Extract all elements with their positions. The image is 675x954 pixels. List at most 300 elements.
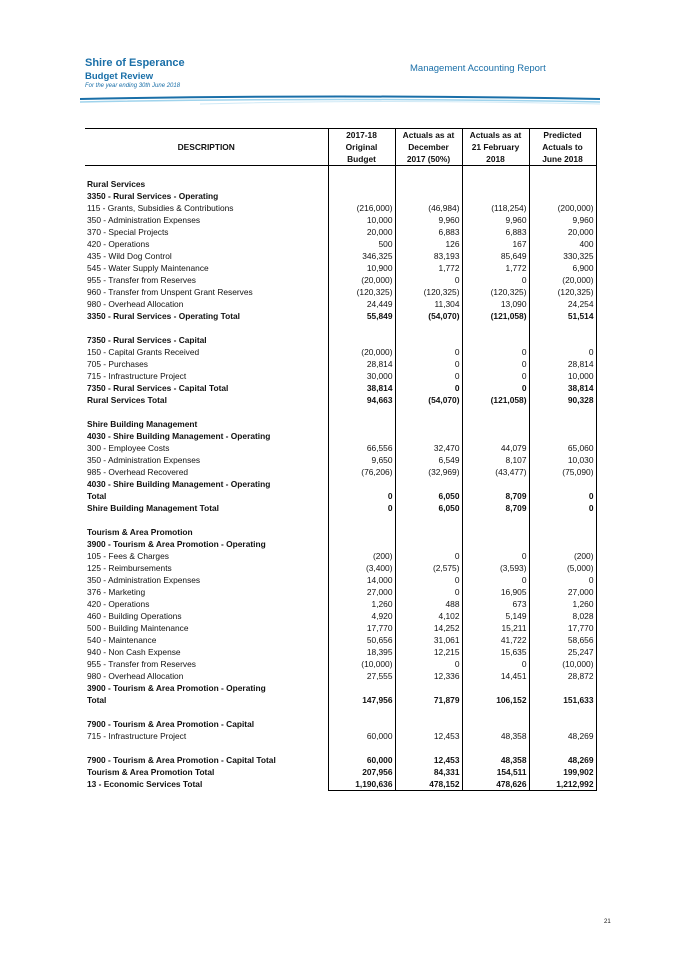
- row-description: 4030 - Shire Building Management - Operating: [87, 431, 271, 441]
- table-row: [85, 346, 596, 358]
- row-description: 955 - Transfer from Reserves: [87, 659, 196, 669]
- row-value-col3: 41,722: [462, 634, 529, 646]
- table-row: [85, 622, 596, 634]
- table-row: [85, 310, 596, 322]
- row-value-col1: 9,650: [328, 454, 395, 466]
- row-value-col4: 330,325: [529, 250, 596, 262]
- row-value-col4: [529, 538, 596, 550]
- row-value-col1: 0: [328, 502, 395, 514]
- row-value-col2: 11,304: [395, 298, 462, 310]
- row-value-col4: 10,000: [529, 370, 596, 382]
- table-row: [85, 202, 596, 214]
- row-value-col3: 8,709: [462, 490, 529, 502]
- row-value-col3: 85,649: [462, 250, 529, 262]
- row-value-col1: 1,260: [328, 598, 395, 610]
- row-value-col2: [395, 190, 462, 202]
- row-value-col1: 50,656: [328, 634, 395, 646]
- row-value-col2: 4,102: [395, 610, 462, 622]
- row-value-col2: 0: [395, 658, 462, 670]
- table-row: [85, 718, 596, 730]
- table-row: [85, 430, 596, 442]
- row-value-col4: [529, 418, 596, 430]
- row-value-col3: 5,149: [462, 610, 529, 622]
- row-value-col2: [395, 178, 462, 190]
- row-value-col2: [395, 682, 462, 694]
- row-value-col1: 17,770: [328, 622, 395, 634]
- row-description: 980 - Overhead Allocation: [87, 299, 184, 309]
- row-value-col4: 38,814: [529, 382, 596, 394]
- row-value-col2: [395, 742, 462, 754]
- row-value-col2: 84,331: [395, 766, 462, 778]
- row-value-col1: 207,956: [328, 766, 395, 778]
- row-value-col2: [395, 334, 462, 346]
- row-value-col4: [529, 526, 596, 538]
- row-value-col3: (120,325): [462, 286, 529, 298]
- row-description: 370 - Special Projects: [87, 227, 169, 237]
- header-description-cell: [85, 129, 328, 142]
- spacer-row: [85, 514, 596, 526]
- row-value-col2: [395, 166, 462, 179]
- row-value-col2: 6,050: [395, 502, 462, 514]
- row-description: [85, 514, 328, 526]
- row-value-col2: (32,969): [395, 466, 462, 478]
- row-description: 350 - Administration Expenses: [87, 215, 201, 225]
- row-description: Total: [87, 695, 107, 705]
- row-value-col2: 14,252: [395, 622, 462, 634]
- row-value-col4: 151,633: [529, 694, 596, 706]
- table-row: [85, 394, 596, 406]
- row-value-col4: 0: [529, 502, 596, 514]
- row-value-col2: 0: [395, 382, 462, 394]
- row-value-col2: 0: [395, 574, 462, 586]
- row-value-col3: [462, 166, 529, 179]
- spacer-row: [85, 406, 596, 418]
- row-value-col3: [462, 538, 529, 550]
- table-row: [85, 214, 596, 226]
- row-value-col1: [328, 166, 395, 179]
- row-value-col1: [328, 418, 395, 430]
- row-value-col4: (10,000): [529, 658, 596, 670]
- row-value-col4: 17,770: [529, 622, 596, 634]
- row-value-col4: [529, 514, 596, 526]
- row-value-col4: (20,000): [529, 274, 596, 286]
- row-description: 420 - Operations: [87, 239, 150, 249]
- row-description: 376 - Marketing: [87, 587, 146, 597]
- row-value-col2: 12,453: [395, 754, 462, 766]
- row-value-col1: [328, 478, 395, 490]
- row-value-col2: 6,050: [395, 490, 462, 502]
- row-value-col1: 28,814: [328, 358, 395, 370]
- table-row: [85, 682, 596, 694]
- table-row: [85, 334, 596, 346]
- row-value-col4: 48,269: [529, 754, 596, 766]
- row-value-col1: 30,000: [328, 370, 395, 382]
- table-row: [85, 694, 596, 706]
- row-value-col3: [462, 418, 529, 430]
- row-value-col2: 0: [395, 358, 462, 370]
- row-value-col4: 51,514: [529, 310, 596, 322]
- page-number: 21: [604, 919, 611, 925]
- row-value-col1: 346,325: [328, 250, 395, 262]
- row-value-col4: 9,960: [529, 214, 596, 226]
- row-value-col4: 65,060: [529, 442, 596, 454]
- table-row: [85, 634, 596, 646]
- row-value-col1: (200): [328, 550, 395, 562]
- header-col4-line2: Actuals to: [529, 141, 596, 153]
- row-value-col2: 478,152: [395, 778, 462, 791]
- row-value-col1: (216,000): [328, 202, 395, 214]
- row-value-col3: [462, 190, 529, 202]
- row-description: 7350 - Rural Services - Capital: [87, 335, 207, 345]
- row-value-col3: 0: [462, 370, 529, 382]
- row-value-col3: 1,772: [462, 262, 529, 274]
- row-value-col1: [328, 322, 395, 334]
- row-value-col1: 14,000: [328, 574, 395, 586]
- table-row: [85, 262, 596, 274]
- row-value-col3: [462, 430, 529, 442]
- table-row: [85, 370, 596, 382]
- row-value-col4: [529, 430, 596, 442]
- row-value-col2: 12,215: [395, 646, 462, 658]
- row-value-col3: 106,152: [462, 694, 529, 706]
- row-value-col4: 0: [529, 574, 596, 586]
- row-description: 3350 - Rural Services - Operating Total: [87, 311, 240, 321]
- row-description: Shire Building Management Total: [87, 503, 219, 513]
- row-value-col4: 28,814: [529, 358, 596, 370]
- row-description: 500 - Building Maintenance: [87, 623, 189, 633]
- row-value-col4: (75,090): [529, 466, 596, 478]
- header-swoosh-decoration: [80, 90, 600, 110]
- row-value-col1: 24,449: [328, 298, 395, 310]
- table-row: [85, 598, 596, 610]
- row-description: [85, 742, 328, 754]
- row-value-col3: 673: [462, 598, 529, 610]
- row-value-col4: [529, 190, 596, 202]
- row-value-col3: [462, 514, 529, 526]
- row-value-col3: 6,883: [462, 226, 529, 238]
- row-value-col3: [462, 334, 529, 346]
- row-value-col2: 0: [395, 346, 462, 358]
- row-description: Shire Building Management: [87, 419, 198, 429]
- row-description: 4030 - Shire Building Management - Operating: [87, 479, 271, 489]
- row-value-col1: 38,814: [328, 382, 395, 394]
- header-organisation: Shire of Esperance: [85, 57, 185, 69]
- row-description: 350 - Administration Expenses: [87, 575, 201, 585]
- row-value-col3: 48,358: [462, 754, 529, 766]
- row-value-col2: 126: [395, 238, 462, 250]
- row-value-col1: (20,000): [328, 274, 395, 286]
- row-value-col4: 0: [529, 346, 596, 358]
- row-value-col3: 44,079: [462, 442, 529, 454]
- row-value-col4: 25,247: [529, 646, 596, 658]
- row-value-col1: 147,956: [328, 694, 395, 706]
- row-value-col1: [328, 178, 395, 190]
- row-description: 3900 - Tourism & Area Promotion - Operating: [87, 683, 266, 693]
- row-value-col3: 15,211: [462, 622, 529, 634]
- row-value-col4: 199,902: [529, 766, 596, 778]
- table-header: [85, 129, 596, 166]
- row-value-col1: [328, 682, 395, 694]
- table-row: [85, 466, 596, 478]
- table-row: [85, 250, 596, 262]
- table-row: [85, 754, 596, 766]
- row-value-col2: 0: [395, 370, 462, 382]
- spacer-row: [85, 322, 596, 334]
- row-value-col4: [529, 322, 596, 334]
- row-value-col4: [529, 334, 596, 346]
- row-value-col3: (3,593): [462, 562, 529, 574]
- row-value-col1: 20,000: [328, 226, 395, 238]
- row-value-col1: [328, 742, 395, 754]
- row-description: 300 - Employee Costs: [87, 443, 170, 453]
- row-value-col3: 0: [462, 274, 529, 286]
- row-description: 7350 - Rural Services - Capital Total: [87, 383, 229, 393]
- row-value-col2: [395, 538, 462, 550]
- row-value-col4: [529, 742, 596, 754]
- row-value-col1: 18,395: [328, 646, 395, 658]
- row-value-col4: [529, 178, 596, 190]
- row-value-col2: (54,070): [395, 394, 462, 406]
- row-value-col4: 27,000: [529, 586, 596, 598]
- row-value-col2: 1,772: [395, 262, 462, 274]
- row-value-col3: (121,058): [462, 394, 529, 406]
- row-value-col1: (20,000): [328, 346, 395, 358]
- header-col4-line1: Predicted: [529, 129, 596, 142]
- row-value-col2: [395, 514, 462, 526]
- row-value-col2: 6,549: [395, 454, 462, 466]
- header-description-spacer: [85, 153, 328, 166]
- row-value-col4: [529, 478, 596, 490]
- row-value-col2: 71,879: [395, 694, 462, 706]
- row-description: 150 - Capital Grants Received: [87, 347, 200, 357]
- row-value-col4: (200): [529, 550, 596, 562]
- row-description: 3900 - Tourism & Area Promotion - Operating: [87, 539, 266, 549]
- row-value-col1: [328, 526, 395, 538]
- table-row: [85, 286, 596, 298]
- row-value-col3: (118,254): [462, 202, 529, 214]
- spacer-row: [85, 742, 596, 754]
- table-row: [85, 274, 596, 286]
- row-description: 715 - Infrastructure Project: [87, 731, 187, 741]
- row-value-col4: (120,325): [529, 286, 596, 298]
- row-value-col1: 0: [328, 490, 395, 502]
- header-period: For the year ending 30th June 2018: [85, 83, 181, 89]
- table-row: [85, 238, 596, 250]
- table-row: [85, 478, 596, 490]
- row-description: 545 - Water Supply Maintenance: [87, 263, 209, 273]
- row-value-col3: (43,477): [462, 466, 529, 478]
- row-value-col2: 0: [395, 586, 462, 598]
- row-value-col4: [529, 706, 596, 718]
- row-value-col1: 27,000: [328, 586, 395, 598]
- row-value-col4: [529, 682, 596, 694]
- row-value-col4: 20,000: [529, 226, 596, 238]
- row-value-col3: [462, 706, 529, 718]
- row-description: [85, 322, 328, 334]
- row-description: [85, 406, 328, 418]
- row-value-col4: 90,328: [529, 394, 596, 406]
- table-row: [85, 298, 596, 310]
- row-description: 115 - Grants, Subsidies & Contributions: [87, 203, 234, 213]
- row-value-col1: [328, 190, 395, 202]
- row-description: [85, 706, 328, 718]
- row-description: 13 - Economic Services Total: [87, 779, 203, 790]
- row-value-col1: [328, 514, 395, 526]
- row-value-col2: 31,061: [395, 634, 462, 646]
- row-description: 980 - Overhead Allocation: [87, 671, 184, 681]
- row-value-col3: 0: [462, 658, 529, 670]
- header-col1-line1: 2017-18: [328, 129, 395, 142]
- budget-review-table: [85, 128, 597, 791]
- row-value-col1: [328, 406, 395, 418]
- header-col1-line2: Original: [328, 141, 395, 153]
- row-value-col2: 12,453: [395, 730, 462, 742]
- header-col2-line3: 2017 (50%): [395, 153, 462, 166]
- row-value-col3: 167: [462, 238, 529, 250]
- row-description: 105 - Fees & Charges: [87, 551, 169, 561]
- row-value-col3: 0: [462, 574, 529, 586]
- row-value-col1: 55,849: [328, 310, 395, 322]
- row-value-col4: 1,260: [529, 598, 596, 610]
- table-row: [85, 574, 596, 586]
- row-value-col4: [529, 406, 596, 418]
- row-value-col4: 24,254: [529, 298, 596, 310]
- header-col1-line3: Budget: [328, 153, 395, 166]
- row-value-col1: (3,400): [328, 562, 395, 574]
- row-value-col4: 8,028: [529, 610, 596, 622]
- table-row: [85, 502, 596, 514]
- row-value-col3: 48,358: [462, 730, 529, 742]
- row-value-col4: (5,000): [529, 562, 596, 574]
- row-value-col3: 0: [462, 550, 529, 562]
- row-value-col3: 14,451: [462, 670, 529, 682]
- row-value-col2: 83,193: [395, 250, 462, 262]
- row-value-col4: 48,269: [529, 730, 596, 742]
- row-value-col4: [529, 166, 596, 179]
- row-description: Rural Services: [87, 179, 146, 189]
- row-value-col3: 0: [462, 382, 529, 394]
- table-row: [85, 490, 596, 502]
- spacer-row: [85, 706, 596, 718]
- row-value-col3: [462, 478, 529, 490]
- row-value-col2: 488: [395, 598, 462, 610]
- table-row: [85, 226, 596, 238]
- table-row: [85, 766, 596, 778]
- row-description: Total: [87, 491, 107, 501]
- row-value-col1: 500: [328, 238, 395, 250]
- table-row: [85, 778, 596, 791]
- row-value-col2: (46,984): [395, 202, 462, 214]
- table-row: [85, 658, 596, 670]
- row-description: 420 - Operations: [87, 599, 150, 609]
- row-description: 955 - Transfer from Reserves: [87, 275, 196, 285]
- header-report-title: Management Accounting Report: [410, 63, 546, 74]
- row-value-col3: 8,107: [462, 454, 529, 466]
- row-value-col3: [462, 718, 529, 730]
- header-col4-line3: June 2018: [529, 153, 596, 166]
- table-row: [85, 454, 596, 466]
- table-row: [85, 562, 596, 574]
- header-col2-line1: Actuals as at: [395, 129, 462, 142]
- row-value-col1: [328, 334, 395, 346]
- row-description: Tourism & Area Promotion: [87, 527, 193, 537]
- row-description: 960 - Transfer from Unspent Grant Reserves: [87, 287, 253, 297]
- table-row: [85, 526, 596, 538]
- row-value-col3: 9,960: [462, 214, 529, 226]
- row-value-col3: 16,905: [462, 586, 529, 598]
- row-value-col1: 60,000: [328, 730, 395, 742]
- table-row: [85, 550, 596, 562]
- row-description: 350 - Administration Expenses: [87, 455, 201, 465]
- header-col3-line3: 2018: [462, 153, 529, 166]
- row-value-col4: 0: [529, 490, 596, 502]
- row-description: Rural Services Total: [87, 395, 167, 405]
- row-description: 3350 - Rural Services - Operating: [87, 191, 219, 201]
- table-row: [85, 190, 596, 202]
- row-value-col4: 1,212,992: [529, 778, 596, 791]
- row-value-col4: (200,000): [529, 202, 596, 214]
- row-value-col2: [395, 706, 462, 718]
- row-description: 435 - Wild Dog Control: [87, 251, 172, 261]
- row-value-col1: [328, 718, 395, 730]
- table-row: [85, 442, 596, 454]
- row-value-col2: [395, 322, 462, 334]
- row-value-col1: 10,000: [328, 214, 395, 226]
- header-col2-line2: December: [395, 141, 462, 153]
- table-row: [85, 610, 596, 622]
- table-row: [85, 382, 596, 394]
- row-value-col4: 400: [529, 238, 596, 250]
- row-value-col1: [328, 706, 395, 718]
- table-row: [85, 730, 596, 742]
- row-value-col3: 0: [462, 358, 529, 370]
- row-value-col2: 12,336: [395, 670, 462, 682]
- row-value-col4: 28,872: [529, 670, 596, 682]
- row-value-col4: 10,030: [529, 454, 596, 466]
- row-value-col2: [395, 430, 462, 442]
- header-subtitle: Budget Review: [85, 71, 154, 82]
- row-value-col2: (2,575): [395, 562, 462, 574]
- spacer-row: [85, 166, 596, 179]
- row-value-col2: [395, 718, 462, 730]
- table-row: [85, 646, 596, 658]
- row-value-col3: [462, 178, 529, 190]
- row-value-col3: [462, 742, 529, 754]
- row-value-col2: 0: [395, 550, 462, 562]
- row-value-col2: 6,883: [395, 226, 462, 238]
- row-value-col2: 9,960: [395, 214, 462, 226]
- row-value-col3: 13,090: [462, 298, 529, 310]
- row-value-col3: [462, 322, 529, 334]
- row-value-col1: 94,663: [328, 394, 395, 406]
- row-value-col1: 4,920: [328, 610, 395, 622]
- row-value-col1: (120,325): [328, 286, 395, 298]
- table-body: [85, 166, 596, 791]
- row-value-col2: 0: [395, 274, 462, 286]
- row-description: 705 - Purchases: [87, 359, 148, 369]
- row-value-col1: [328, 538, 395, 550]
- row-description: 125 - Reimbursements: [87, 563, 172, 573]
- row-value-col3: [462, 682, 529, 694]
- row-description: [85, 166, 328, 179]
- row-value-col3: 0: [462, 346, 529, 358]
- table-row: [85, 358, 596, 370]
- row-value-col2: [395, 418, 462, 430]
- row-value-col2: [395, 406, 462, 418]
- row-value-col3: 154,511: [462, 766, 529, 778]
- row-value-col4: 58,656: [529, 634, 596, 646]
- row-value-col1: 10,900: [328, 262, 395, 274]
